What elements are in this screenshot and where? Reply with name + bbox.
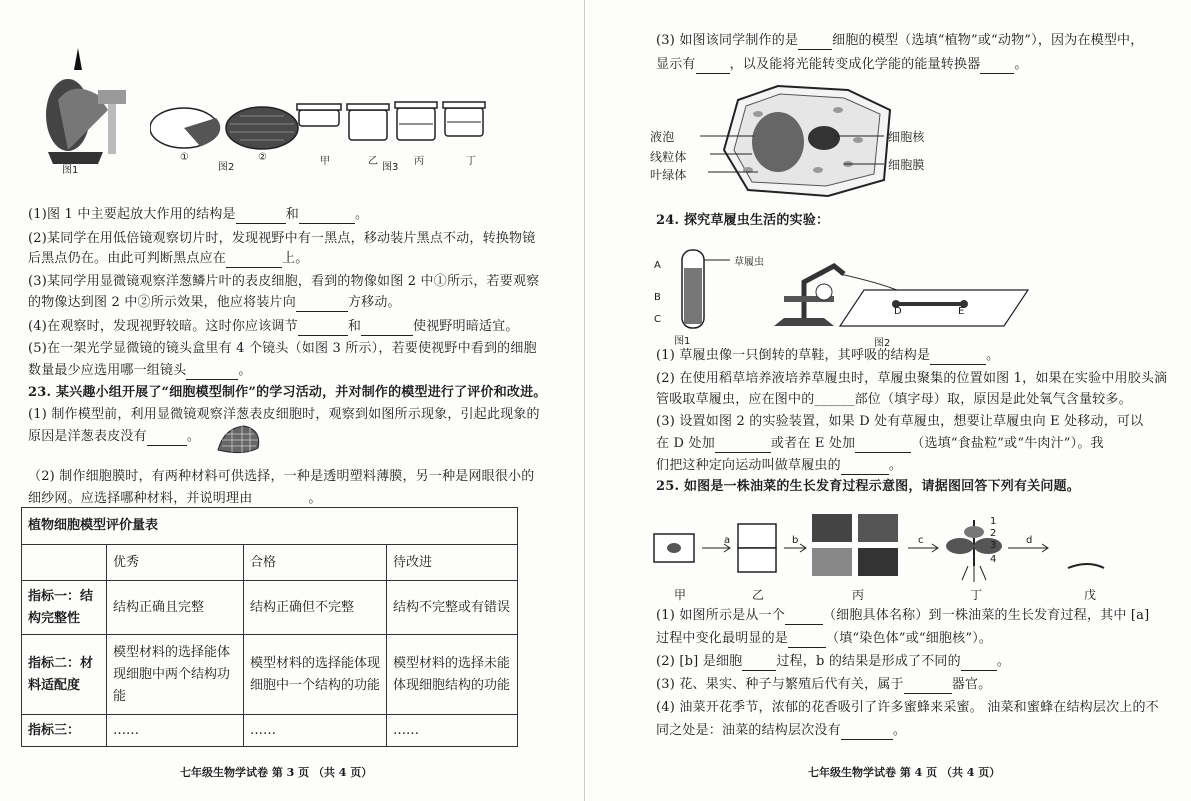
q22-line-6: (4)在观察时，发现视野较暗。这时你应该调节 和 使视野明暗适宜。 — [28, 319, 519, 334]
point-label-d: D — [894, 306, 902, 317]
table-cell: 模型材料的选择未能体现细胞结构的功能 — [387, 635, 518, 715]
table-header-cell — [22, 545, 107, 581]
arrow-label-c: c — [918, 535, 924, 546]
table-row — [22, 715, 518, 747]
answer-blank[interactable] — [785, 610, 823, 625]
answer-blank[interactable] — [226, 253, 282, 268]
answer-blank[interactable] — [798, 35, 832, 50]
q23-line-1: 23. 某兴趣小组开展了“细胞模型制作”的学习活动，并对制作的模型进行了评价和改进。 — [28, 385, 547, 400]
fig2-caption: 图2 — [218, 162, 235, 173]
q22-line-3: 后黑点仍在。由此可判断黑点应在 上。 — [28, 251, 309, 266]
part-label-1: 1 — [990, 516, 997, 527]
table-cell: 模型材料的选择能体现细胞中一个结构的功能 — [244, 635, 387, 715]
part-label-4: 4 — [990, 554, 997, 565]
table-header-cell: 优秀 — [107, 545, 244, 581]
q22-line-8: 数量最少应选用哪一组镜头 。 — [28, 363, 252, 378]
lens-label-ding: 丁 — [466, 156, 476, 167]
field-of-view-figure — [150, 104, 300, 154]
evaluation-table — [21, 507, 518, 747]
tube-label-b: B — [654, 292, 661, 303]
answer-blank[interactable] — [252, 493, 308, 508]
answer-blank[interactable] — [298, 321, 348, 336]
fig1-caption: 图1 — [62, 165, 79, 176]
q22-line-7: (5)在一架光学显微镜的镜头盒里有 4 个镜头（如图 3 所示），若要使视野中看到的细胞 — [28, 341, 537, 356]
table-row — [22, 635, 518, 715]
stage-label-bing: 丙 — [852, 588, 865, 602]
arrow-label-d: d — [1026, 535, 1033, 546]
page-footer-3: 七年级生物学试卷 第 3 页 （共 4 页） — [180, 766, 373, 779]
q25-line-5: (4) 油菜开花季节，浓郁的花香吸引了许多蜜蜂来采蜜。 油菜和蜜蜂在结构层次上的不 — [656, 700, 1159, 715]
q24-line-2: (2) 在使用稻草培养液培养草履虫时，草履虫聚集的位置如图 1，如果在实验中用胶头滴 — [656, 371, 1168, 386]
stage-label-yi: 乙 — [752, 588, 765, 602]
point-label-e: E — [958, 306, 965, 317]
table-cell: 结构不完整或有错误 — [387, 581, 518, 635]
answer-blank[interactable] — [904, 679, 952, 694]
table-cell: 指标一：结构完整性 — [22, 581, 107, 635]
q25-line-1: (1) 如图所示是从一个 （细胞具体名称）到一株油菜的生长发育过程，其中 [a] — [656, 608, 1150, 623]
fig2-label-1: ① — [180, 152, 189, 163]
q22-line-2: (2)某同学在用低倍镜观察切片时，发现视野中有一黑点，移动装片黑点不动，转换物镜 — [28, 231, 536, 246]
part-label-3: 3 — [990, 540, 997, 551]
answer-blank[interactable] — [980, 59, 1014, 74]
table-cell: …… — [107, 715, 244, 747]
label-nucleus: 细胞核 — [888, 130, 925, 144]
lens-label-bing: 丙 — [414, 156, 424, 167]
q25-line-3: (2) [b] 是细胞 过程，b 的结果是形成了不同的 。 — [656, 654, 1011, 669]
left-page — [0, 0, 560, 801]
answer-blank[interactable] — [236, 209, 286, 224]
q25-line-2: 过程中变化最明显的是 （填“染色体”或“细胞核”）。 — [656, 631, 993, 646]
fig1-caption-right: 图1 — [674, 336, 691, 347]
q24-line-4: (3) 设置如图 2 的实验装置，如果 D 处有草履虫，想要让草履虫向 E 处移动，可以 — [656, 414, 1144, 429]
q22-line-1: (1)图 1 中主要起放大作用的结构是 和 。 — [28, 207, 369, 222]
q23-line-3: 原因是洋葱表皮没有 。 — [28, 429, 201, 444]
q24-title: 24. 探究草履虫生活的实验： — [656, 213, 830, 228]
answer-blank[interactable] — [361, 321, 413, 336]
table-cell: …… — [387, 715, 518, 747]
label-vacuole: 液泡 — [650, 130, 675, 144]
table-cell: 指标二：材料适配度 — [22, 635, 107, 715]
q24-line-3: 管吸取草履虫，应在图中的______部位（填字母）取，原因是此处氧气含量较多。 — [656, 392, 1132, 407]
table-title: 植物细胞模型评价量表 — [22, 508, 518, 545]
onion-epidermis-figure — [214, 422, 264, 458]
lens-label-jia: 甲 — [320, 156, 330, 167]
answer-blank[interactable] — [715, 438, 771, 453]
right-page — [608, 0, 1191, 801]
table-cell: 模型材料的选择能体现细胞中两个结构功能 — [107, 635, 244, 715]
tube-label-a: A — [654, 260, 661, 271]
tube-label-c: C — [654, 314, 661, 325]
table-header-row — [22, 545, 518, 581]
table-cell: 指标三： — [22, 715, 107, 747]
page-footer-4: 七年级生物学试卷 第 4 页 （共 4 页） — [808, 766, 1001, 779]
q23-line-2: (1) 制作模型前，利用显微镜观察洋葱表皮细胞时，观察到如图所示现象，引起此现象的 — [28, 407, 540, 422]
lens-label-yi: 乙 — [368, 156, 378, 167]
q25-line-6: 同之处是：油菜的结构层次没有 。 — [656, 723, 907, 738]
fig2-label-2: ② — [258, 152, 267, 163]
answer-blank[interactable] — [930, 350, 986, 365]
arrow-label-b: b — [792, 535, 799, 546]
label-chloroplast: 叶绿体 — [650, 168, 687, 182]
table-title-row — [22, 508, 518, 545]
answer-blank[interactable] — [841, 460, 889, 475]
lens-set-figure — [295, 98, 495, 148]
table-cell: …… — [244, 715, 387, 747]
answer-blank[interactable] — [296, 297, 348, 312]
label-mitochondria: 线粒体 — [650, 150, 687, 164]
q25-title: 25. 如图是一株油菜的生长发育过程示意图，请据图回答下列有关问题。 — [656, 479, 1080, 494]
answer-blank[interactable] — [742, 656, 776, 671]
q23-line-4: （2) 制作细胞膜时，有两种材料可供选择，一种是透明塑料薄膜，另一种是网眼很小的 — [28, 469, 535, 484]
q24-line-1: (1) 草履虫像一只倒转的草鞋，其呼吸的结构是 。 — [656, 348, 1000, 363]
answer-blank[interactable] — [855, 438, 911, 453]
table-header-cell: 合格 — [244, 545, 387, 581]
label-cell-membrane: 细胞膜 — [888, 158, 925, 172]
q23-3-line-1: (3) 如图该同学制作的是 细胞的模型（选填“植物”或“动物”），因为在模型中， — [656, 33, 1144, 48]
table-cell: 结构正确但不完整 — [244, 581, 387, 635]
q25-line-4: (3) 花、果实、种子与繁殖后代有关，属于 器官。 — [656, 677, 992, 692]
fig3-caption: 图3 — [382, 162, 399, 173]
paramecium-experiment-figure — [664, 246, 1044, 338]
fig2-caption-right: 图2 — [874, 338, 891, 349]
q24-line-6: 们把这种定向运动叫做草履虫的 。 — [656, 458, 903, 473]
microscope-figure — [28, 40, 138, 170]
answer-blank[interactable] — [147, 431, 187, 446]
q24-line-5: 在 D 处加 或者在 E 处加 （选填“食盐粒”或“牛肉汁”）。我 — [656, 436, 1104, 451]
part-label-2: 2 — [990, 528, 997, 539]
answer-blank[interactable] — [186, 365, 238, 380]
page-divider — [584, 0, 585, 801]
q23-line-5: 细纱网。应选择哪种材料，并说明理由 。 — [28, 491, 322, 506]
table-row — [22, 581, 518, 635]
label-paramecium: 草履虫 — [734, 257, 764, 268]
stage-label-ding: 丁 — [970, 588, 983, 602]
stage-label-wu: 戊 — [1084, 588, 1097, 602]
q22-line-4: (3)某同学用显微镜观察洋葱鳞片叶的表皮细胞，看到的物像如图 2 中①所示，若要观察 — [28, 274, 540, 289]
table-cell: 结构正确且完整 — [107, 581, 244, 635]
answer-blank[interactable] — [788, 633, 826, 648]
rapeseed-development-figure — [648, 510, 1128, 590]
q22-line-5: 的物像达到图 2 中②所示效果，他应将装片向 方移动。 — [28, 295, 401, 310]
table-header-cell: 待改进 — [387, 545, 518, 581]
arrow-label-a: a — [724, 535, 731, 546]
answer-blank[interactable] — [696, 59, 730, 74]
answer-blank[interactable] — [961, 656, 997, 671]
answer-blank[interactable] — [841, 725, 893, 740]
q23-3-line-2: 显示有 ，以及能将光能转变成化学能的能量转换器 。 — [656, 57, 1028, 72]
stage-label-jia: 甲 — [674, 588, 687, 602]
answer-blank[interactable] — [299, 209, 355, 224]
